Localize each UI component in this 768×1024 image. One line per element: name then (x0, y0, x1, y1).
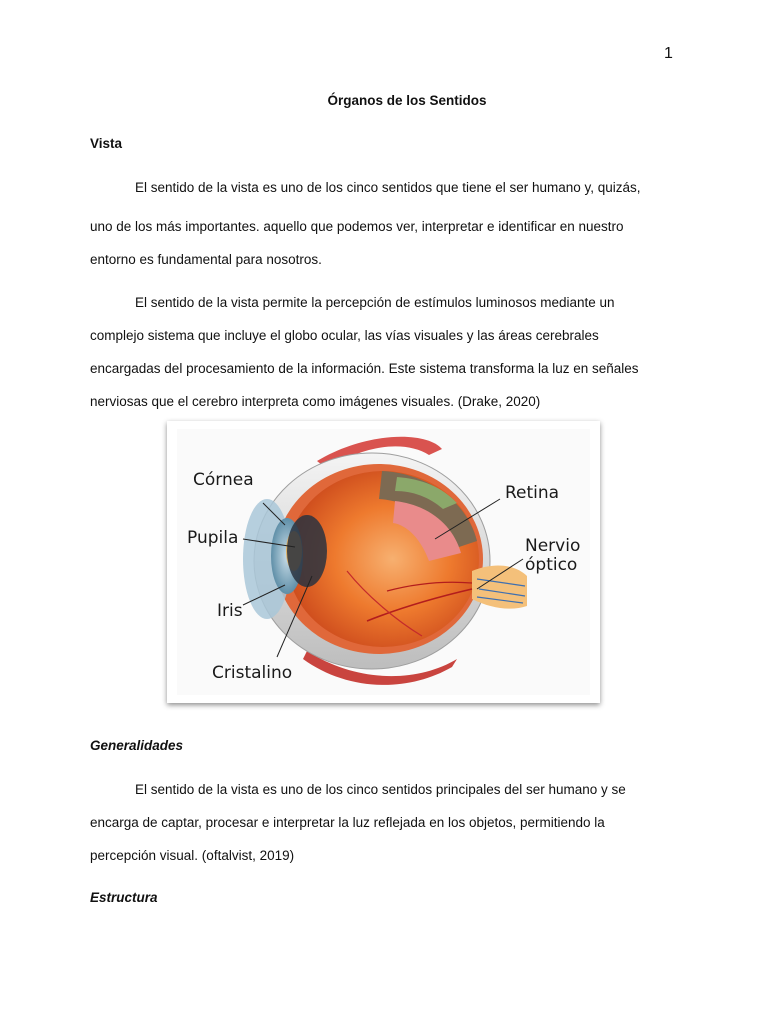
eye-anatomy-figure (167, 421, 600, 703)
paragraph-intro (90, 171, 675, 276)
paragraph-perception (90, 286, 675, 418)
label-nervio-line2: óptico (525, 555, 578, 575)
paragraph-line: El sentido de la vista es uno de los cinco sentidos que tiene el ser humano y, quizás, (135, 180, 641, 195)
document-title: Órganos de los Sentidos (327, 93, 487, 108)
paragraph-line: encarga de captar, procesar e interpretar la luz reflejada en los objetos, permitiendo la (90, 815, 605, 830)
label-nervio-line1: Nervio (525, 536, 581, 556)
label-cornea: Córnea (193, 470, 254, 490)
paragraph-line: uno de los más importantes. aquello que podemos ver, interpretar e identificar en nuestro (90, 219, 624, 234)
paragraph-line: encargadas del procesamiento de la información. Este sistema transforma la luz en señales (90, 361, 639, 376)
section-heading-vista: Vista (90, 136, 123, 151)
label-nervio-optico (525, 537, 580, 575)
section-heading-generalidades: Generalidades (90, 738, 184, 753)
paragraph-line: entorno es fundamental para nosotros. (90, 252, 322, 267)
label-iris: Iris (217, 601, 243, 621)
section-heading-estructura: Estructura (90, 890, 158, 905)
paragraph-generalidades (90, 773, 675, 872)
paragraph-line: El sentido de la vista permite la percepción de estímulos luminosos mediante un (135, 295, 615, 310)
label-pupila: Pupila (187, 528, 239, 548)
label-retina: Retina (505, 483, 560, 503)
paragraph-line: complejo sistema que incluye el globo ocular, las vías visuales y las áreas cerebrales (90, 328, 599, 343)
page-number: 1 (664, 45, 673, 62)
label-cristalino: Cristalino (212, 663, 293, 683)
paragraph-line: nerviosas que el cerebro interpreta como imágenes visuales. (Drake, 2020) (90, 394, 541, 409)
paragraph-line: percepción visual. (oftalvist, 2019) (90, 848, 295, 863)
paragraph-line: El sentido de la vista es uno de los cinco sentidos principales del ser humano y se (135, 782, 626, 797)
